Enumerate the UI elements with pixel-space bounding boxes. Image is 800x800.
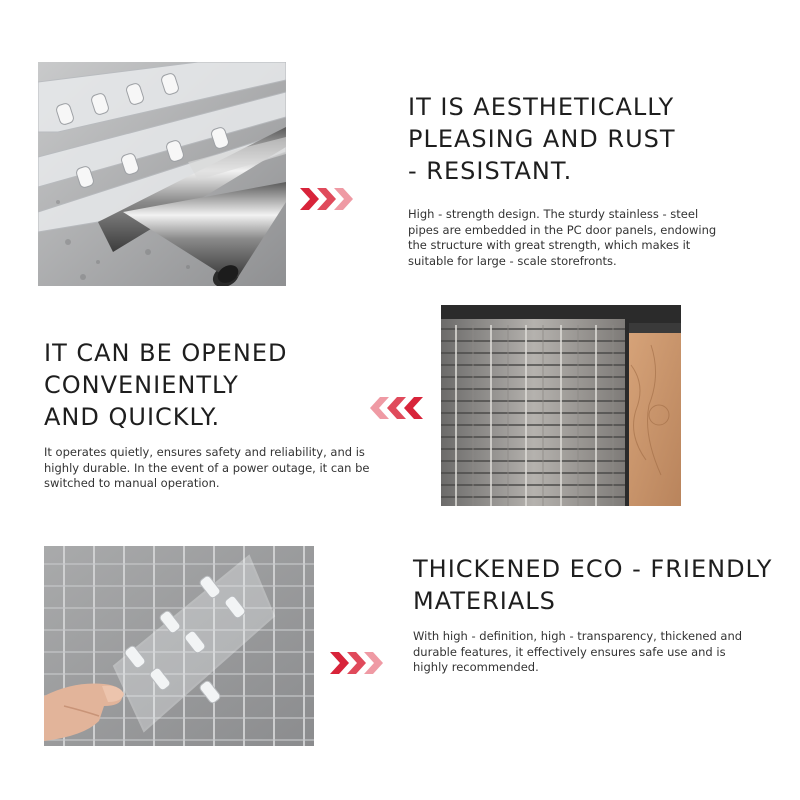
heading-line: AND QUICKLY. [44, 403, 221, 431]
pc-panel-photo [44, 546, 314, 746]
section-1-heading [408, 91, 788, 187]
double-chevron-right-icon [300, 188, 354, 210]
heading-line: - RESISTANT. [408, 157, 573, 185]
right-chevron-arrows-2 [330, 652, 384, 674]
section-3-heading [413, 553, 793, 617]
section-2-heading [44, 337, 364, 433]
left-chevron-arrows [370, 397, 424, 419]
steel-pipe-photo-icon [38, 62, 286, 286]
right-chevron-arrows [300, 188, 354, 210]
heading-line: IT IS AESTHETICALLY [408, 93, 675, 121]
section-3-description: With high - definition, high - transparency, thickened and durable features, it effectively ensures safe use and is highly recommended. [413, 629, 743, 674]
shutter-door-photo [441, 305, 681, 506]
heading-line: THICKENED ECO - FRIENDLY [413, 555, 773, 583]
heading-line: PLEASING AND RUST [408, 125, 676, 153]
section-2-description: It operates quietly, ensures safety and reliability, and is highly durable. In the event of a power outage, it can be switched to manual operation. [44, 445, 370, 490]
heading-line: IT CAN BE OPENED [44, 339, 288, 367]
heading-line: CONVENIENTLY [44, 371, 239, 399]
double-chevron-right-icon [330, 652, 384, 674]
heading-line: MATERIALS [413, 587, 556, 615]
pc-panel-photo-icon [44, 546, 314, 746]
double-chevron-left-icon [370, 397, 424, 419]
section-1-description: High - strength design. The sturdy stainless - steel pipes are embedded in the PC door panels, endowing the structure with great strength, which makes it suitable for large - scale storefronts. [408, 207, 717, 268]
shutter-door-photo-icon [441, 305, 681, 506]
steel-pipe-photo [38, 62, 286, 286]
